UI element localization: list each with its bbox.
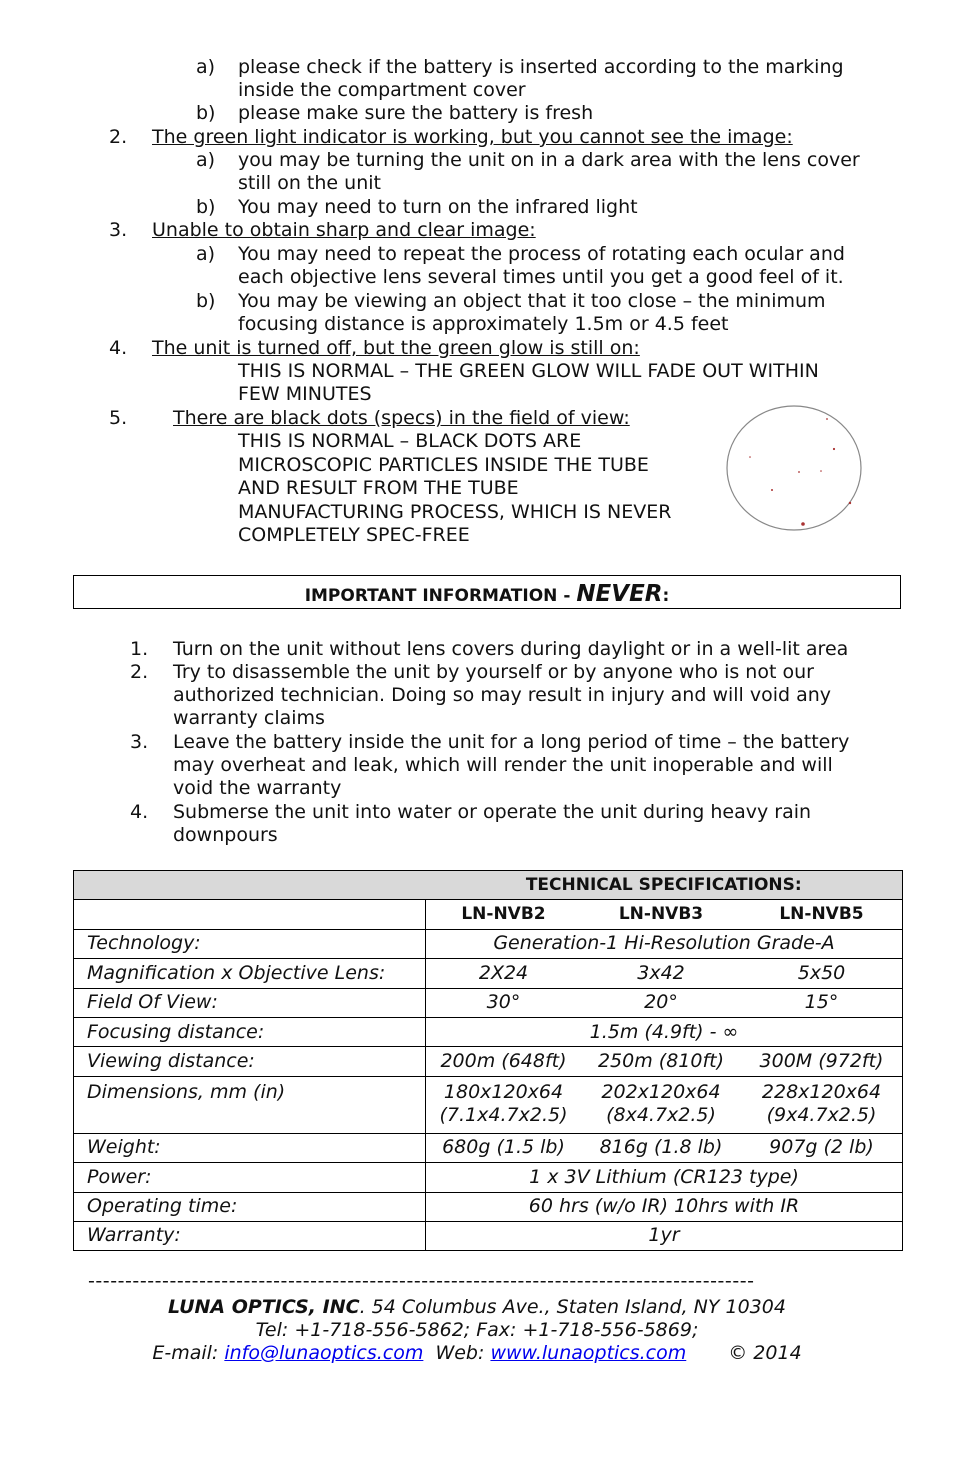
footer-contact-line xyxy=(0,1342,954,1365)
list-marker: a) xyxy=(196,56,216,78)
list-item-text: please check if the battery is inserted according to the marking xyxy=(238,56,844,78)
list-number: 1. xyxy=(130,638,149,660)
table-row xyxy=(74,1133,903,1162)
particle-dot xyxy=(798,471,800,473)
warning-item-text: Try to disassemble the unit by yourself or by anyone who is not our xyxy=(173,661,814,683)
table-row xyxy=(74,988,903,1017)
list-marker: b) xyxy=(196,290,216,312)
particle-dot xyxy=(801,522,805,526)
dimension-in: (7.1x4.7x2.5) xyxy=(439,1103,568,1126)
dimension-in: (8x4.7x2.5) xyxy=(606,1103,716,1126)
spec-label: Power: xyxy=(74,1163,426,1192)
spec-value: 60 hrs (w/o IR) 10hrs with IR xyxy=(426,1192,903,1221)
model-header: LN-NVB3 xyxy=(581,900,741,929)
table-row xyxy=(74,1163,903,1192)
list-number: 4. xyxy=(109,337,128,359)
warning-item-text: may overheat and leak, which will render the unit inoperable and will xyxy=(173,754,833,776)
table-row xyxy=(74,1221,903,1250)
list-item-text: each objective lens several times until you get a good feel of it. xyxy=(238,266,844,288)
list-item-text: You may need to turn on the infrared light xyxy=(238,196,638,218)
spec-value: 2X24 xyxy=(426,959,582,988)
footer-divider: ------------------------------------------------------------------------------------------ xyxy=(88,1270,755,1292)
spec-label: Viewing distance: xyxy=(74,1047,426,1076)
list-number: 5. xyxy=(109,407,128,429)
list-item-text: you may be turning the unit on in a dark area with the lens cover xyxy=(238,149,860,171)
list-number: 2. xyxy=(130,661,149,683)
table-row xyxy=(74,929,903,958)
table-cell xyxy=(74,900,426,929)
note-text: FEW MINUTES xyxy=(238,383,372,405)
warning-item-text: Leave the battery inside the unit for a long period of time – the battery xyxy=(173,731,850,753)
list-item-text: please make sure the battery is fresh xyxy=(238,102,594,124)
problem-heading: There are black dots (specs) in the field of view: xyxy=(173,407,630,429)
never-emphasis: NEVER xyxy=(576,581,663,607)
table-row xyxy=(74,1017,903,1046)
spec-label: Technology: xyxy=(74,929,426,958)
particle-dot xyxy=(749,456,751,458)
note-text: MICROSCOPIC PARTICLES INSIDE THE TUBE xyxy=(238,454,649,476)
web-label: Web: xyxy=(423,1342,491,1364)
spec-value xyxy=(426,1076,582,1133)
inner-ring xyxy=(737,415,851,521)
copyright: © 2014 xyxy=(728,1342,802,1364)
note-text: THIS IS NORMAL – BLACK DOTS ARE xyxy=(238,430,582,452)
dimension-mm: 202x120x64 xyxy=(601,1080,721,1103)
table-row xyxy=(74,1076,903,1133)
spec-label: Field Of View: xyxy=(74,988,426,1017)
note-text: AND RESULT FROM THE TUBE xyxy=(238,477,519,499)
important-label: IMPORTANT INFORMATION - xyxy=(304,586,577,606)
important-heading xyxy=(304,581,670,607)
company-address: . 54 Columbus Ave., Staten Island, NY 10304 xyxy=(359,1296,786,1318)
warning-item-text: authorized technician. Doing so may result in injury and will void any xyxy=(173,684,832,706)
table-header-row xyxy=(74,871,903,900)
note-text: MANUFACTURING PROCESS, WHICH IS NEVER xyxy=(238,501,672,523)
spec-value: 300M (972ft) xyxy=(741,1047,903,1076)
table-row xyxy=(74,1047,903,1076)
list-item-text: still on the unit xyxy=(238,172,381,194)
dimension-mm: 180x120x64 xyxy=(443,1080,564,1103)
list-number: 3. xyxy=(130,731,149,753)
list-item-text: You may need to repeat the process of rotating each ocular and xyxy=(238,243,845,265)
warning-item-text: Turn on the unit without lens covers during daylight or in a well-lit area xyxy=(173,638,849,660)
list-marker: b) xyxy=(196,196,216,218)
spec-label: Focusing distance: xyxy=(74,1017,426,1046)
spec-label: Operating time: xyxy=(74,1192,426,1221)
problem-heading: The green light indicator is working, but you cannot see the image: xyxy=(152,126,793,148)
table-cell xyxy=(74,871,426,900)
model-header: LN-NVB5 xyxy=(741,900,903,929)
model-header: LN-NVB2 xyxy=(426,900,582,929)
note-text: COMPLETELY SPEC-FREE xyxy=(238,524,470,546)
important-information-box xyxy=(73,575,901,609)
note-text: THIS IS NORMAL – THE GREEN GLOW WILL FADE OUT WITHIN xyxy=(238,360,819,382)
technical-specifications-table xyxy=(73,870,903,1251)
list-number: 3. xyxy=(109,219,128,241)
footer-phone: Tel: +1-718-556-5862; Fax: +1-718-556-5869; xyxy=(255,1319,699,1341)
spec-value: 907g (2 lb) xyxy=(741,1133,903,1162)
spec-value: Generation-1 Hi-Resolution Grade-A xyxy=(426,929,903,958)
footer-company-line xyxy=(0,1296,954,1319)
outer-ring xyxy=(727,406,861,530)
company-name: LUNA OPTICS, INC xyxy=(168,1296,360,1318)
important-colon: : xyxy=(662,586,670,606)
specs-title: TECHNICAL SPECIFICATIONS: xyxy=(426,871,903,900)
spec-value: 200m (648ft) xyxy=(426,1047,582,1076)
email-label: E-mail: xyxy=(152,1342,225,1364)
list-item-text: You may be viewing an object that it too close – the minimum xyxy=(238,290,826,312)
spec-value: 1 x 3V Lithium (CR123 type) xyxy=(426,1163,903,1192)
spec-value: 20° xyxy=(581,988,741,1017)
spec-value: 5x50 xyxy=(741,959,903,988)
spec-value: 30° xyxy=(426,988,582,1017)
list-number: 2. xyxy=(109,126,128,148)
particle-dot xyxy=(771,489,773,491)
table-models-row xyxy=(74,900,903,929)
warning-item-text: void the warranty xyxy=(173,777,342,799)
warning-item-text: warranty claims xyxy=(173,707,325,729)
spec-value xyxy=(581,1076,741,1133)
email-link[interactable]: info@lunaoptics.com xyxy=(224,1342,424,1364)
spec-value: 816g (1.8 lb) xyxy=(581,1133,741,1162)
spec-value: 680g (1.5 lb) xyxy=(426,1133,582,1162)
spec-value: 3x42 xyxy=(581,959,741,988)
spec-label: Dimensions, mm (in) xyxy=(74,1076,426,1133)
website-link[interactable]: www.lunaoptics.com xyxy=(490,1342,687,1364)
list-item-text: inside the compartment cover xyxy=(238,79,526,101)
problem-heading: Unable to obtain sharp and clear image: xyxy=(152,219,536,241)
spec-label: Weight: xyxy=(74,1133,426,1162)
dimension-in: (9x4.7x2.5) xyxy=(766,1103,877,1126)
spec-label: Magnification x Objective Lens: xyxy=(74,959,426,988)
field-of-view-illustration xyxy=(722,402,866,534)
spec-value: 250m (810ft) xyxy=(581,1047,741,1076)
particle-dot xyxy=(826,418,828,420)
table-row xyxy=(74,959,903,988)
spec-label: Warranty: xyxy=(74,1221,426,1250)
spec-value xyxy=(741,1076,903,1133)
warning-item-text: Submerse the unit into water or operate the unit during heavy rain xyxy=(173,801,812,823)
list-item-text: focusing distance is approximately 1.5m or 4.5 feet xyxy=(238,313,729,335)
table-row xyxy=(74,1192,903,1221)
dimension-mm: 228x120x64 xyxy=(761,1080,882,1103)
particle-dot xyxy=(849,502,851,504)
warning-item-text: downpours xyxy=(173,824,278,846)
spec-value: 1yr xyxy=(426,1221,903,1250)
list-number: 4. xyxy=(130,801,149,823)
list-marker: a) xyxy=(196,149,216,171)
particle-dot xyxy=(820,470,822,472)
spec-value: 1.5m (4.9ft) - ∞ xyxy=(426,1017,903,1046)
particle-dot xyxy=(833,448,835,450)
problem-heading: The unit is turned off, but the green glow is still on: xyxy=(152,337,640,359)
list-marker: a) xyxy=(196,243,216,265)
spec-value: 15° xyxy=(741,988,903,1017)
list-marker: b) xyxy=(196,102,216,124)
